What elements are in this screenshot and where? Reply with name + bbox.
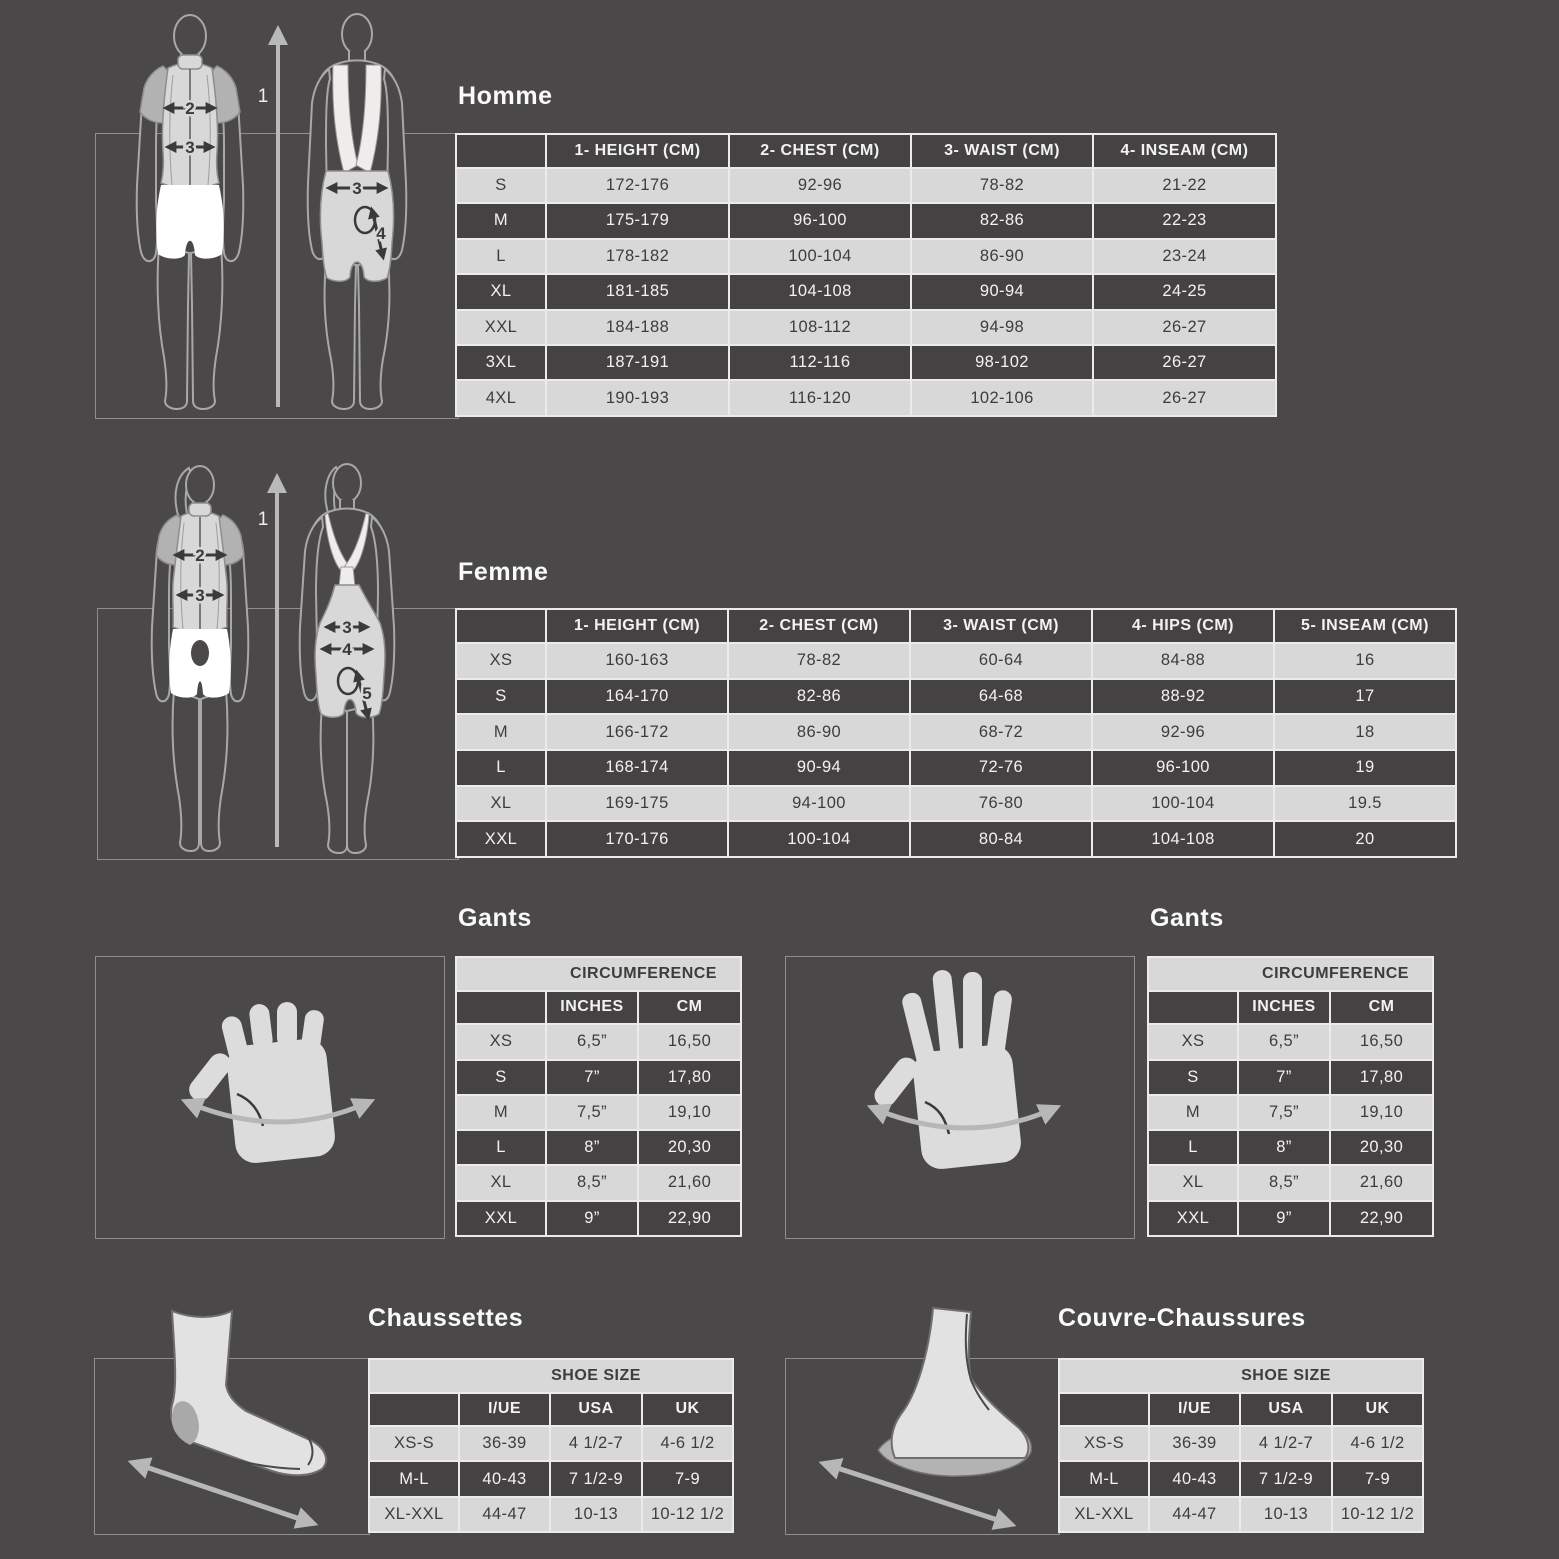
size-value-cell: 175-179 xyxy=(546,203,729,238)
column-header: CM xyxy=(638,991,741,1025)
size-label-cell: XXL xyxy=(456,821,546,857)
column-header xyxy=(456,991,546,1025)
size-value-cell: 21-22 xyxy=(1093,168,1276,203)
table-span-header-row xyxy=(369,1359,733,1393)
overshoe-icon xyxy=(825,1308,1031,1524)
size-value-cell: 24-25 xyxy=(1093,274,1276,309)
column-header: INCHES xyxy=(546,991,638,1025)
table-span-header-row xyxy=(1059,1359,1423,1393)
span-header: SHOE SIZE xyxy=(369,1359,733,1393)
size-value-cell: 26-27 xyxy=(1093,345,1276,380)
size-label-cell: L xyxy=(456,750,546,786)
table-row xyxy=(1148,1060,1433,1095)
size-value-cell: 78-82 xyxy=(911,168,1093,203)
size-value-cell: 172-176 xyxy=(546,168,729,203)
size-value-cell: 82-86 xyxy=(911,203,1093,238)
size-label-cell: M xyxy=(456,714,546,750)
size-value-cell: 170-176 xyxy=(546,821,728,857)
size-value-cell: 4 1/2-7 xyxy=(1240,1426,1332,1461)
table-row xyxy=(456,345,1276,380)
racerback-strap xyxy=(339,567,355,587)
size-value-cell: 17,80 xyxy=(638,1060,741,1095)
size-value-cell: 108-112 xyxy=(729,310,911,345)
size-value-cell: 76-80 xyxy=(910,786,1092,822)
size-value-cell: 7,5” xyxy=(546,1095,638,1130)
table-row xyxy=(1059,1426,1423,1461)
woman-back-head xyxy=(333,464,361,502)
column-header: 3- WAIST (CM) xyxy=(910,609,1092,643)
table-header-row xyxy=(456,134,1276,168)
span-header: CIRCUMFERENCE xyxy=(456,957,741,991)
size-label-cell: S xyxy=(1148,1060,1238,1095)
table-row xyxy=(1148,1024,1433,1059)
size-value-cell: 166-172 xyxy=(546,714,728,750)
size-value-cell: 10-12 1/2 xyxy=(642,1497,733,1532)
table-row xyxy=(1148,1095,1433,1130)
size-label-cell: M xyxy=(1148,1095,1238,1130)
table-row xyxy=(456,1165,741,1200)
size-value-cell: 60-64 xyxy=(910,643,1092,679)
size-value-cell: 21,60 xyxy=(1330,1165,1433,1200)
size-value-cell: 4 1/2-7 xyxy=(550,1426,642,1461)
waist-measure-label: 3 xyxy=(185,138,195,157)
size-value-cell: 19 xyxy=(1274,750,1456,786)
couvre-chaussures-size-table xyxy=(1058,1358,1424,1533)
chamois-opening xyxy=(191,640,209,666)
size-value-cell: 104-108 xyxy=(1092,821,1274,857)
sock-icon xyxy=(134,1311,326,1523)
table-row xyxy=(456,750,1456,786)
size-label-cell: S xyxy=(456,168,546,203)
size-value-cell: 6,5” xyxy=(546,1024,638,1059)
size-label-cell: M-L xyxy=(369,1461,459,1496)
column-header: CM xyxy=(1330,991,1433,1025)
size-label-cell: L xyxy=(456,1130,546,1165)
size-label-cell: M xyxy=(456,203,546,238)
size-label-cell: XS-S xyxy=(1059,1426,1149,1461)
size-value-cell: 82-86 xyxy=(728,679,910,715)
size-value-cell: 92-96 xyxy=(729,168,911,203)
homme-title: Homme xyxy=(458,82,553,110)
column-header: 1- HEIGHT (CM) xyxy=(546,609,728,643)
size-value-cell: 6,5” xyxy=(1238,1024,1330,1059)
column-header: 5- INSEAM (CM) xyxy=(1274,609,1456,643)
size-label-cell: M-L xyxy=(1059,1461,1149,1496)
size-label-cell: S xyxy=(456,679,546,715)
size-value-cell: 40-43 xyxy=(1149,1461,1240,1496)
size-value-cell: 7 1/2-9 xyxy=(1240,1461,1332,1496)
size-value-cell: 44-47 xyxy=(1149,1497,1240,1532)
homme-measurement-figures xyxy=(95,5,465,420)
femme-size-table xyxy=(455,608,1457,858)
size-label-cell: XS xyxy=(1148,1024,1238,1059)
size-value-cell: 90-94 xyxy=(728,750,910,786)
size-label-cell: XL xyxy=(456,274,546,309)
waist-measure-label: 3 xyxy=(195,586,205,605)
size-value-cell: 7” xyxy=(1238,1060,1330,1095)
fingerless-glove-figure xyxy=(95,956,443,1237)
table-row xyxy=(456,1060,741,1095)
couvre-chaussures-title: Couvre-Chaussures xyxy=(1058,1304,1306,1332)
table-row xyxy=(369,1461,733,1496)
size-value-cell: 164-170 xyxy=(546,679,728,715)
size-value-cell: 104-108 xyxy=(729,274,911,309)
size-value-cell: 22-23 xyxy=(1093,203,1276,238)
size-value-cell: 10-12 1/2 xyxy=(1332,1497,1423,1532)
table-span-header-row xyxy=(1148,957,1433,991)
size-value-cell: 94-98 xyxy=(911,310,1093,345)
size-value-cell: 8” xyxy=(546,1130,638,1165)
table-header-row xyxy=(369,1393,733,1427)
jersey-collar xyxy=(178,55,202,69)
column-header: 3- WAIST (CM) xyxy=(911,134,1093,168)
size-value-cell: 169-175 xyxy=(546,786,728,822)
table-row xyxy=(456,643,1456,679)
size-value-cell: 23-24 xyxy=(1093,239,1276,274)
size-value-cell: 17 xyxy=(1274,679,1456,715)
table-row xyxy=(1059,1497,1423,1532)
table-row xyxy=(456,1095,741,1130)
woman-front-jersey-figure xyxy=(152,466,249,851)
column-header xyxy=(1059,1393,1149,1427)
size-value-cell: 96-100 xyxy=(729,203,911,238)
size-label-cell: XS xyxy=(456,643,546,679)
column-header xyxy=(456,609,546,643)
size-value-cell: 116-120 xyxy=(729,380,911,416)
size-value-cell: 36-39 xyxy=(459,1426,550,1461)
size-value-cell: 22,90 xyxy=(1330,1201,1433,1236)
size-label-cell: XXL xyxy=(456,310,546,345)
size-value-cell: 72-76 xyxy=(910,750,1092,786)
size-label-cell: XL xyxy=(456,1165,546,1200)
overshoe-figure xyxy=(785,1292,1058,1535)
table-row xyxy=(369,1497,733,1532)
man-front-head xyxy=(174,15,206,57)
size-value-cell: 19,10 xyxy=(1330,1095,1433,1130)
size-label-cell: 3XL xyxy=(456,345,546,380)
table-header-row xyxy=(456,991,741,1025)
size-value-cell: 100-104 xyxy=(728,821,910,857)
size-value-cell: 10-13 xyxy=(550,1497,642,1532)
span-header: CIRCUMFERENCE xyxy=(1148,957,1433,991)
chest-measure-label: 2 xyxy=(185,99,195,118)
size-value-cell: 16,50 xyxy=(1330,1024,1433,1059)
size-value-cell: 112-116 xyxy=(729,345,911,380)
column-header: USA xyxy=(550,1393,642,1427)
size-value-cell: 7” xyxy=(546,1060,638,1095)
size-label-cell: XXL xyxy=(1148,1201,1238,1236)
table-row xyxy=(456,786,1456,822)
chest-measure-label: 2 xyxy=(195,546,205,565)
table-row xyxy=(456,239,1276,274)
column-header: UK xyxy=(642,1393,733,1427)
size-value-cell: 86-90 xyxy=(911,239,1093,274)
table-row xyxy=(1148,1201,1433,1236)
sock-figure xyxy=(94,1295,368,1535)
size-value-cell: 181-185 xyxy=(546,274,729,309)
size-value-cell: 100-104 xyxy=(729,239,911,274)
span-header: SHOE SIZE xyxy=(1059,1359,1423,1393)
table-row xyxy=(456,714,1456,750)
homme-size-table xyxy=(455,133,1277,417)
size-value-cell: 7,5” xyxy=(1238,1095,1330,1130)
size-value-cell: 8” xyxy=(1238,1130,1330,1165)
waist-measure-label: 3 xyxy=(342,618,352,637)
size-value-cell: 160-163 xyxy=(546,643,728,679)
size-value-cell: 4-6 1/2 xyxy=(1332,1426,1423,1461)
table-span-header-row xyxy=(456,957,741,991)
gants-right-title: Gants xyxy=(1150,904,1224,932)
size-value-cell: 68-72 xyxy=(910,714,1092,750)
size-value-cell: 178-182 xyxy=(546,239,729,274)
fingerless-glove-icon xyxy=(185,1002,369,1165)
size-label-cell: XL xyxy=(456,786,546,822)
size-value-cell: 16 xyxy=(1274,643,1456,679)
size-label-cell: S xyxy=(456,1060,546,1095)
table-row xyxy=(1059,1461,1423,1496)
jersey-collar xyxy=(189,503,211,516)
height-arrow xyxy=(258,479,277,847)
man-back-head xyxy=(342,14,372,54)
size-value-cell: 102-106 xyxy=(911,380,1093,416)
hips-measure-label: 4 xyxy=(342,640,352,659)
height-measure-label: 1 xyxy=(257,86,269,107)
woman-back-bibshort-figure xyxy=(300,464,395,853)
size-value-cell: 190-193 xyxy=(546,380,729,416)
height-arrow xyxy=(258,31,278,407)
size-value-cell: 4-6 1/2 xyxy=(642,1426,733,1461)
man-back-bibshort-figure xyxy=(308,14,407,409)
size-value-cell: 19.5 xyxy=(1274,786,1456,822)
table-row xyxy=(456,821,1456,857)
table-row xyxy=(456,679,1456,715)
size-value-cell: 22,90 xyxy=(638,1201,741,1236)
table-header-row xyxy=(1148,991,1433,1025)
size-value-cell: 92-96 xyxy=(1092,714,1274,750)
size-label-cell: XL xyxy=(1148,1165,1238,1200)
size-value-cell: 20,30 xyxy=(1330,1130,1433,1165)
size-value-cell: 26-27 xyxy=(1093,380,1276,416)
size-value-cell: 184-188 xyxy=(546,310,729,345)
size-value-cell: 84-88 xyxy=(1092,643,1274,679)
size-value-cell: 17,80 xyxy=(1330,1060,1433,1095)
size-value-cell: 78-82 xyxy=(728,643,910,679)
chaussettes-size-table xyxy=(368,1358,734,1533)
size-value-cell: 90-94 xyxy=(911,274,1093,309)
size-value-cell: 21,60 xyxy=(638,1165,741,1200)
table-row xyxy=(456,380,1276,416)
table-row xyxy=(456,168,1276,203)
size-value-cell: 7-9 xyxy=(642,1461,733,1496)
size-value-cell: 7 1/2-9 xyxy=(550,1461,642,1496)
size-label-cell: XXL xyxy=(456,1201,546,1236)
shorts-front xyxy=(156,185,223,259)
size-value-cell: 80-84 xyxy=(910,821,1092,857)
femme-title: Femme xyxy=(458,558,549,586)
woman-front-head xyxy=(186,466,214,504)
size-label-cell: XS xyxy=(456,1024,546,1059)
size-value-cell: 44-47 xyxy=(459,1497,550,1532)
size-label-cell: M xyxy=(456,1095,546,1130)
size-value-cell: 16,50 xyxy=(638,1024,741,1059)
size-value-cell: 20,30 xyxy=(638,1130,741,1165)
size-value-cell: 18 xyxy=(1274,714,1456,750)
waist-measure-label: 3 xyxy=(352,179,362,198)
inseam-measure-label: 4 xyxy=(376,224,386,243)
table-row xyxy=(1148,1130,1433,1165)
table-row xyxy=(456,1201,741,1236)
full-finger-glove-figure xyxy=(785,956,1133,1237)
size-value-cell: 8,5” xyxy=(1238,1165,1330,1200)
column-header xyxy=(369,1393,459,1427)
size-value-cell: 94-100 xyxy=(728,786,910,822)
column-header: USA xyxy=(1240,1393,1332,1427)
size-value-cell: 100-104 xyxy=(1092,786,1274,822)
size-value-cell: 8,5” xyxy=(546,1165,638,1200)
size-value-cell: 168-174 xyxy=(546,750,728,786)
table-row xyxy=(456,274,1276,309)
size-value-cell: 96-100 xyxy=(1092,750,1274,786)
gants-left-title: Gants xyxy=(458,904,532,932)
table-row xyxy=(369,1426,733,1461)
table-row xyxy=(1148,1165,1433,1200)
size-value-cell: 86-90 xyxy=(728,714,910,750)
gants-right-size-table xyxy=(1147,956,1434,1237)
size-label-cell: L xyxy=(1148,1130,1238,1165)
column-header: I/UE xyxy=(1149,1393,1240,1427)
size-value-cell: 40-43 xyxy=(459,1461,550,1496)
table-row xyxy=(456,1130,741,1165)
height-measure-label: 1 xyxy=(257,509,269,530)
table-row xyxy=(456,1024,741,1059)
gants-left-size-table xyxy=(455,956,742,1237)
man-front-jersey-figure xyxy=(137,15,244,409)
column-header: I/UE xyxy=(459,1393,550,1427)
size-value-cell: 88-92 xyxy=(1092,679,1274,715)
table-header-row xyxy=(456,609,1456,643)
size-value-cell: 9” xyxy=(1238,1201,1330,1236)
size-value-cell: 64-68 xyxy=(910,679,1092,715)
size-value-cell: 20 xyxy=(1274,821,1456,857)
table-header-row xyxy=(1059,1393,1423,1427)
column-header xyxy=(1148,991,1238,1025)
column-header: 4- HIPS (CM) xyxy=(1092,609,1274,643)
size-value-cell: 98-102 xyxy=(911,345,1093,380)
size-label-cell: XL-XXL xyxy=(369,1497,459,1532)
table-row xyxy=(456,203,1276,238)
chaussettes-title: Chaussettes xyxy=(368,1304,524,1332)
size-value-cell: 7-9 xyxy=(1332,1461,1423,1496)
size-value-cell: 9” xyxy=(546,1201,638,1236)
size-value-cell: 26-27 xyxy=(1093,310,1276,345)
column-header: 2- CHEST (CM) xyxy=(728,609,910,643)
size-value-cell: 10-13 xyxy=(1240,1497,1332,1532)
column-header: 1- HEIGHT (CM) xyxy=(546,134,729,168)
size-value-cell: 19,10 xyxy=(638,1095,741,1130)
size-label-cell: XS-S xyxy=(369,1426,459,1461)
column-header: INCHES xyxy=(1238,991,1330,1025)
size-value-cell: 36-39 xyxy=(1149,1426,1240,1461)
size-label-cell: 4XL xyxy=(456,380,546,416)
size-value-cell: 187-191 xyxy=(546,345,729,380)
full-finger-glove-icon xyxy=(870,969,1055,1171)
size-label-cell: XL-XXL xyxy=(1059,1497,1149,1532)
column-header: UK xyxy=(1332,1393,1423,1427)
size-label-cell: L xyxy=(456,239,546,274)
femme-measurement-figures xyxy=(95,455,465,860)
table-row xyxy=(456,310,1276,345)
inseam-measure-label: 5 xyxy=(362,684,372,703)
column-header: 4- INSEAM (CM) xyxy=(1093,134,1276,168)
column-header: 2- CHEST (CM) xyxy=(729,134,911,168)
column-header xyxy=(456,134,546,168)
